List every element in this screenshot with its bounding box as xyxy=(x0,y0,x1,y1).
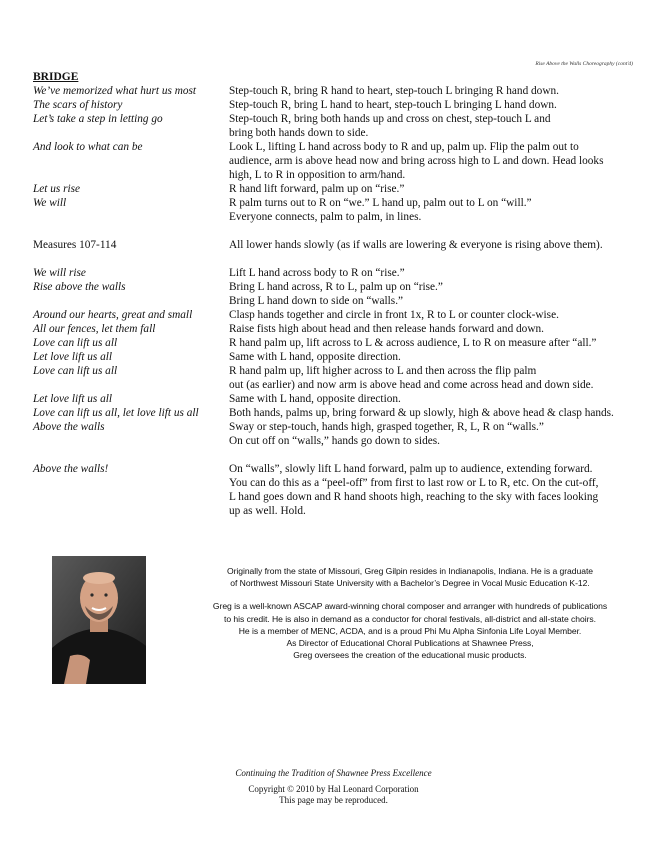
lyric-cell xyxy=(33,126,229,140)
instruction-cell: high, L to R in opposition to arm/hand. xyxy=(229,169,406,181)
author-portrait-illustration xyxy=(52,556,146,684)
instruction-cell: Both hands, palms up, bring forward & up slowly, high & above head & clasp hands. xyxy=(229,407,614,419)
instruction-cell: Clasp hands together and circle in front 1x, R to L or counter clock-wise. xyxy=(229,309,559,321)
choreography-row xyxy=(33,364,643,378)
lyric-cell xyxy=(33,210,229,224)
choreography-row xyxy=(33,336,643,350)
lyric-cell: Let’s take a step in letting go xyxy=(33,113,163,125)
choreography-row xyxy=(33,350,643,364)
lyric-cell xyxy=(33,476,229,490)
lyric-cell xyxy=(33,504,229,518)
choreography-row xyxy=(33,140,643,154)
lyric-cell: Love can lift us all xyxy=(33,365,118,377)
choreography-row xyxy=(33,504,643,518)
lyric-cell xyxy=(33,294,229,308)
instruction-cell: Look L, lifting L hand across body to R and up, palm up. Flip the palm out to xyxy=(229,141,579,153)
lyric-cell: Love can lift us all xyxy=(33,337,118,349)
lyric-cell: Love can lift us all, let love lift us all xyxy=(33,407,199,419)
instruction-cell: Step-touch R, bring L hand to heart, step-touch L bringing L hand down. xyxy=(229,99,557,111)
choreography-row xyxy=(33,378,643,392)
instruction-cell: Everyone connects, palm to palm, in lines. xyxy=(229,211,422,223)
footer-tagline: Continuing the Tradition of Shawnee Press Excellence xyxy=(235,768,432,778)
choreography-row xyxy=(33,112,643,126)
instruction-cell: R palm turns out to R on “we.” L hand up, palm out to L on “will.” xyxy=(229,197,532,209)
lyric-cell: Let love lift us all xyxy=(33,393,113,405)
instruction-cell: Step-touch R, bring R hand to heart, step-touch L bringing R hand down. xyxy=(229,85,559,97)
lyric-cell: Above the walls! xyxy=(33,463,109,475)
lyric-cell: The scars of history xyxy=(33,99,123,111)
choreography-row xyxy=(33,322,643,336)
row-spacer xyxy=(33,448,643,462)
lyric-cell: We will xyxy=(33,197,67,209)
lyric-cell xyxy=(33,434,229,448)
instruction-cell: You can do this as a “peel-off” from first to last row or L to R, etc. On the cut-off, xyxy=(229,477,599,489)
instruction-cell: Same with L hand, opposite direction. xyxy=(229,393,401,405)
choreography-row xyxy=(33,420,643,434)
instruction-cell: On cut off on “walls,” hands go down to sides. xyxy=(229,435,440,447)
choreography-row xyxy=(33,490,643,504)
instruction-cell: Same with L hand, opposite direction. xyxy=(229,351,401,363)
choreography-row xyxy=(33,308,643,322)
bio-line: of Northwest Missouri State University with a Bachelor’s Degree in Vocal Music Education K-12. xyxy=(230,578,590,589)
lyric-cell: Let love lift us all xyxy=(33,351,113,363)
instruction-cell: bring both hands down to side. xyxy=(229,127,369,139)
instruction-cell: Lift L hand across body to R on “rise.” xyxy=(229,267,405,279)
running-header: Rise Above the Walls Choreography (cont'd) xyxy=(535,61,633,67)
instruction-cell: Bring L hand down to side on “walls.” xyxy=(229,295,404,307)
instruction-cell: out (as earlier) and now arm is above head and come across head and down side. xyxy=(229,379,594,391)
lyric-cell: Around our hearts, great and small xyxy=(33,309,193,321)
lyric-cell: We will rise xyxy=(33,267,86,279)
choreography-row xyxy=(33,98,643,112)
choreography-row xyxy=(33,182,643,196)
choreography-row xyxy=(33,476,643,490)
choreography-row xyxy=(33,434,643,448)
instruction-cell: Step-touch R, bring both hands up and cross on chest, step-touch L and xyxy=(229,113,551,125)
choreography-row xyxy=(33,168,643,182)
bio-paragraph-2 xyxy=(160,600,660,661)
instruction-cell: R hand palm up, lift higher across to L and then across the flip palm xyxy=(229,365,537,377)
lyric-cell: All our fences, let them fall xyxy=(33,323,156,335)
choreography-row xyxy=(33,154,643,168)
choreography-row xyxy=(33,84,643,98)
author-bio xyxy=(160,565,660,661)
row-spacer xyxy=(33,224,643,238)
instruction-cell: All lower hands slowly (as if walls are lowering & everyone is rising above them). xyxy=(229,239,603,251)
lyric-cell: And look to what can be xyxy=(33,141,143,153)
lyric-cell xyxy=(33,168,229,182)
footer-copyright: Copyright © 2010 by Hal Leonard Corporation xyxy=(248,783,419,794)
bio-line: He is a member of MENC, ACDA, and is a proud Phi Mu Alpha Sinfonia Life Loyal Member. xyxy=(238,625,582,636)
footer-reproduce-note: This page may be reproduced. xyxy=(279,795,388,805)
page-footer xyxy=(0,768,667,807)
lyric-cell: Measures 107-114 xyxy=(33,239,117,251)
instruction-cell: Sway or step-touch, hands high, grasped together, R, L, R on “walls.” xyxy=(229,421,544,433)
instruction-cell: On “walls”, slowly lift L hand forward, palm up to audience, extending forward. xyxy=(229,463,593,475)
choreography-row xyxy=(33,196,643,210)
choreography-table xyxy=(33,84,643,518)
lyric-cell: We’ve memorized what hurt us most xyxy=(33,85,197,97)
row-spacer xyxy=(33,252,643,266)
choreography-row xyxy=(33,406,643,420)
choreography-row xyxy=(33,266,643,280)
choreography-row xyxy=(33,392,643,406)
choreography-row xyxy=(33,126,643,140)
lyric-cell: Let us rise xyxy=(33,183,81,195)
bio-paragraph-1 xyxy=(160,565,660,589)
bio-line: Originally from the state of Missouri, Greg Gilpin resides in Indianapolis, Indiana. He is a graduate xyxy=(226,566,594,576)
instruction-cell: audience, arm is above head now and bring across high to L and down. Head looks xyxy=(229,155,604,167)
lyric-cell xyxy=(33,378,229,392)
bio-line: As Director of Educational Choral Publications at Shawnee Press, xyxy=(286,638,534,649)
bio-line: to his credit. He is also in demand as a conductor for choral festivals, all-district and all-state choirs. xyxy=(224,613,596,624)
instruction-cell: R hand lift forward, palm up on “rise.” xyxy=(229,183,405,195)
instruction-cell: Bring L hand across, R to L, palm up on “rise.” xyxy=(229,281,443,293)
lyric-cell: Rise above the walls xyxy=(33,281,126,293)
section-title: BRIDGE xyxy=(33,71,79,83)
choreography-row xyxy=(33,238,643,252)
bio-line: Greg oversees the creation of the educational music products. xyxy=(293,650,527,661)
instruction-cell: R hand palm up, lift across to L & across audience, L to R on measure after “all.” xyxy=(229,337,597,349)
choreography-row xyxy=(33,294,643,308)
choreography-row xyxy=(33,210,643,224)
instruction-cell: up as well. Hold. xyxy=(229,505,306,517)
instruction-cell: Raise fists high about head and then release hands forward and down. xyxy=(229,323,544,335)
choreography-row xyxy=(33,462,643,476)
lyric-cell: Above the walls xyxy=(33,421,105,433)
lyric-cell xyxy=(33,490,229,504)
bio-line: Greg is a well-known ASCAP award-winning choral composer and arranger with hundreds of publications xyxy=(212,601,608,612)
lyric-cell xyxy=(33,154,229,168)
instruction-cell: L hand goes down and R hand shoots high, reaching to the sky with faces looking xyxy=(229,491,599,503)
choreography-row xyxy=(33,280,643,294)
author-photo xyxy=(52,556,146,684)
